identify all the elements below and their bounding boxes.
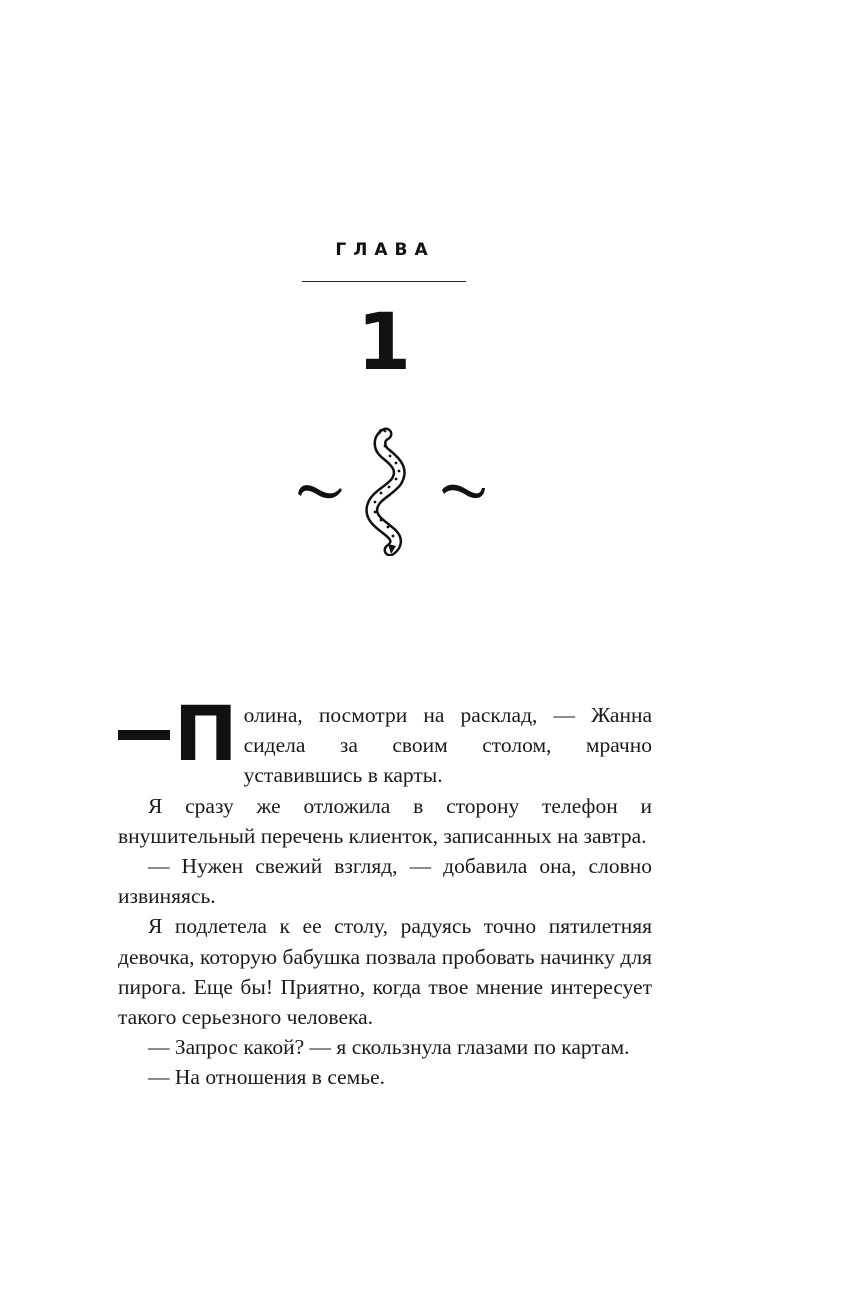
left-swash-icon [298, 485, 342, 498]
right-swash-icon [442, 485, 485, 499]
chapter-number: 1 [356, 298, 412, 388]
drop-dash [118, 730, 170, 740]
paragraph: — Нужен свежий взгляд, — добавила она, словно извиняясь. [118, 854, 652, 909]
paragraph: Я сразу же отложила в сторону телефон и внушительный перечень клиенток, записанных на завтра. [118, 793, 652, 848]
snake-ornament [292, 426, 492, 556]
drop-cap-group [118, 689, 238, 778]
paragraph: — Запрос какой? — я скользнула глазами по картам. [148, 1035, 630, 1060]
snake-icon [372, 430, 401, 554]
chapter-label: ГЛАВА [335, 240, 435, 260]
drop-cap: П [174, 689, 238, 778]
paragraph: Я подлетела к ее столу, радуясь точно пятилетняя девочка, которую бабушка позвала пробовать начинку для пирога. Еще бы! Приятно, когда твое мнение интересует такого серьезного человека. [118, 914, 652, 1030]
chapter-divider [302, 281, 466, 282]
paragraph [118, 689, 652, 791]
chapter-body [118, 689, 652, 1093]
paragraph-text: олина, посмотри на расклад, — Жанна сидела за своим столом, мрачно уставившись в карты. [243, 703, 652, 788]
paragraph: — На отношения в семье. [148, 1065, 386, 1090]
